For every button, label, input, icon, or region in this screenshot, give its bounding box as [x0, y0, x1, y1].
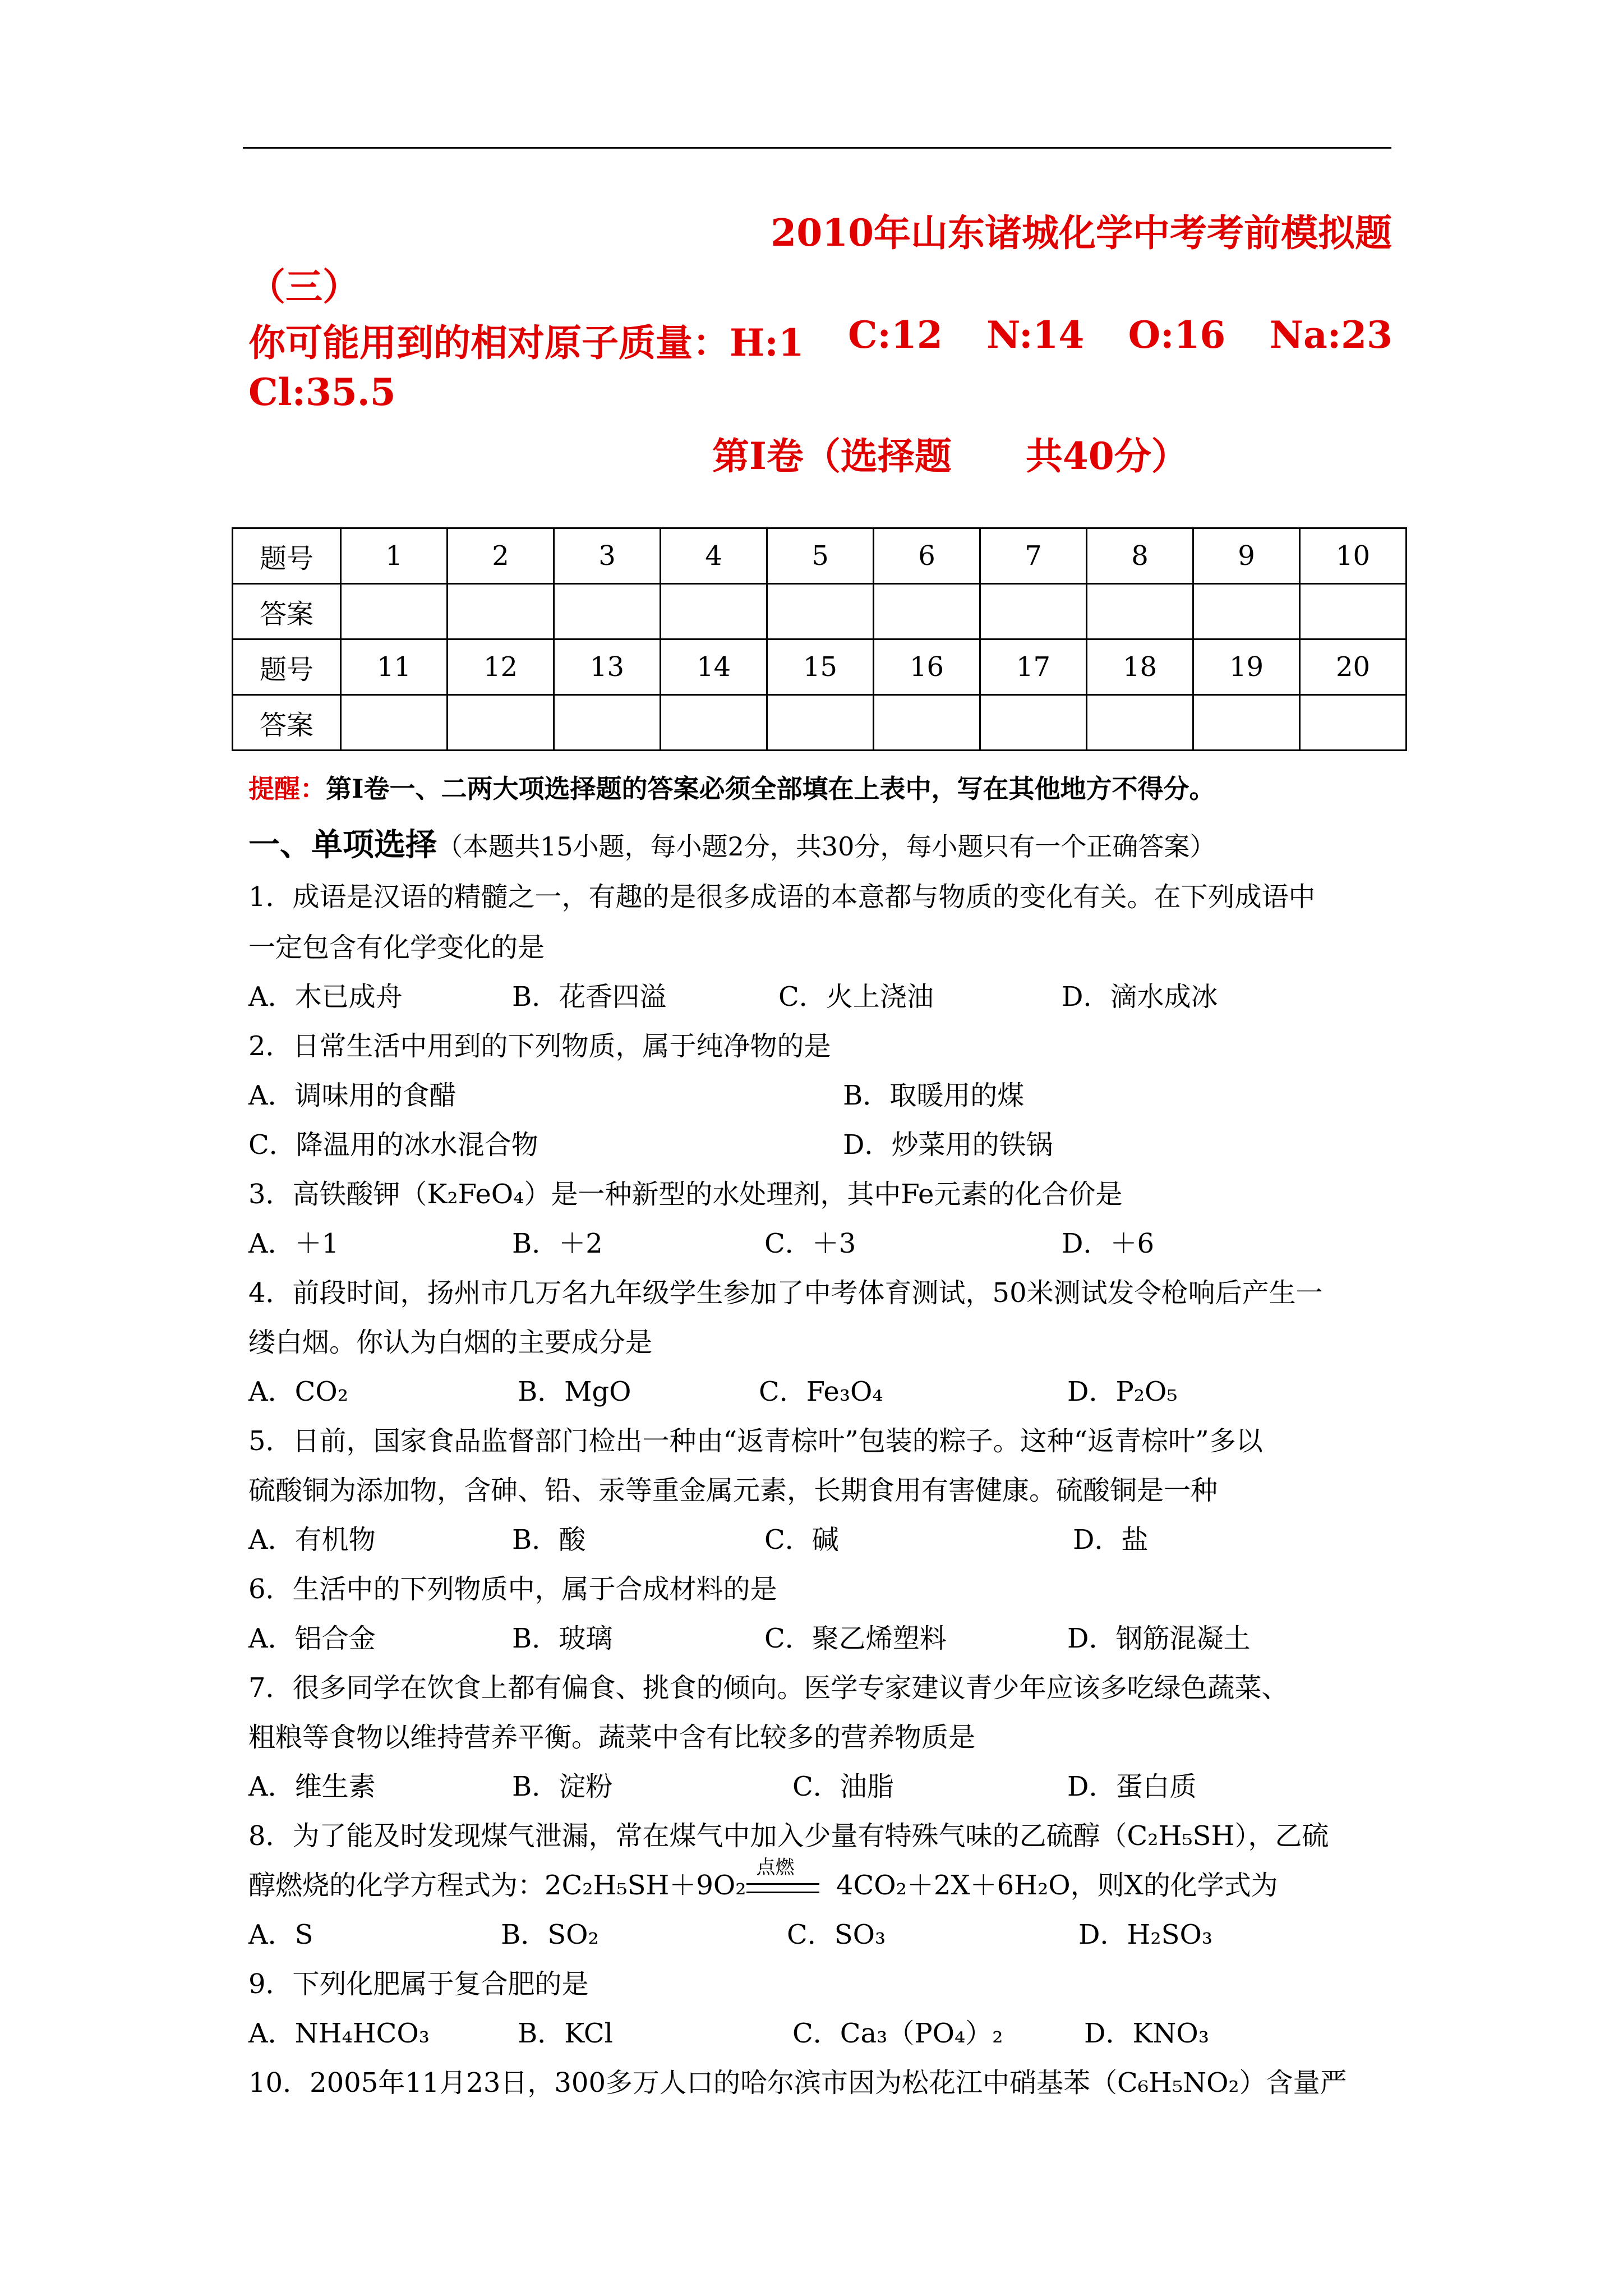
- option-a[interactable]: A．调味用的食醋: [248, 1080, 457, 1111]
- option-b[interactable]: B．酸: [512, 1524, 586, 1556]
- answer-cell[interactable]: [1300, 584, 1407, 639]
- option-c[interactable]: C．Fe₃O₄: [759, 1376, 883, 1407]
- option-d[interactable]: D．炒菜用的铁锅: [843, 1129, 1053, 1161]
- question-number-cell: 19: [1193, 639, 1300, 695]
- option-c[interactable]: C．碱: [764, 1524, 839, 1556]
- option-c[interactable]: C．油脂: [792, 1771, 894, 1802]
- answer-cell[interactable]: [1300, 695, 1407, 751]
- question-number-cell: 17: [980, 639, 1087, 695]
- question-4-line-2: 缕白烟。你认为白烟的主要成分是: [248, 1327, 653, 1358]
- answer-cell[interactable]: [661, 584, 767, 639]
- answer-cell[interactable]: [448, 584, 554, 639]
- option-d[interactable]: D．＋6: [1062, 1228, 1155, 1259]
- option-a[interactable]: A．铝合金: [248, 1623, 376, 1654]
- option-b[interactable]: B．SO₂: [501, 1919, 599, 1950]
- question-7-line-1: 7．很多同学在饮食上都有偏食、挑食的倾向。医学专家建议青少年应该多吃绿色蔬菜、: [248, 1672, 1289, 1704]
- part-one-heading: 一、单项选择: [248, 826, 437, 863]
- reminder-text: 第Ⅰ卷一、二两大项选择题的答案必须全部填在上表中，写在其他地方不得分。: [326, 774, 1215, 804]
- answer-cell[interactable]: [554, 695, 661, 751]
- option-b[interactable]: B．MgO: [518, 1376, 631, 1407]
- option-b[interactable]: B．玻璃: [512, 1623, 613, 1654]
- question-10-line-1: 10．2005年11月23日，300多万人口的哈尔滨市因为松花江中硝基苯（C₆H₅NO₂）含量严: [248, 2067, 1347, 2099]
- answer-cell[interactable]: [874, 584, 980, 639]
- question-8-equation-line: [248, 1856, 1278, 1902]
- double-line-equals: [746, 1883, 819, 1893]
- atomic-mass-c: C:12: [848, 313, 943, 357]
- question-4-line-1: 4．前段时间，扬州市几万名九年级学生参加了中考体育测试，50米测试发令枪响后产生一: [248, 1277, 1323, 1309]
- question-number-cell: 18: [1087, 639, 1193, 695]
- exam-title-sub: （三）: [248, 265, 359, 309]
- answer-cell[interactable]: [1087, 584, 1193, 639]
- equation-reactants: 醇燃烧的化学方程式为：2C₂H₅SH＋9O₂: [248, 1870, 746, 1901]
- atomic-mass-label: 你可能用到的相对原子质量：H:1: [248, 321, 804, 365]
- answer-table-row: [233, 528, 1407, 584]
- answer-cell[interactable]: [767, 584, 874, 639]
- option-c[interactable]: C．Ca₃（PO₄）₂: [792, 2018, 1003, 2049]
- question-number-cell: 14: [661, 639, 767, 695]
- option-c[interactable]: C．聚乙烯塑料: [764, 1623, 947, 1654]
- reaction-condition: 点燃: [756, 1856, 795, 1879]
- question-number-cell: 9: [1193, 528, 1300, 584]
- question-5-line-1: 5．日前，国家食品监督部门检出一种由“返青棕叶”包装的粽子。这种“返青棕叶”多以: [248, 1425, 1263, 1457]
- question-3-line-1: 3．高铁酸钾（K₂FeO₄）是一种新型的水处理剂，其中Fe元素的化合价是: [248, 1179, 1123, 1210]
- option-b[interactable]: B．＋2: [512, 1228, 603, 1259]
- answer-cell[interactable]: [661, 695, 767, 751]
- answer-cell[interactable]: [874, 695, 980, 751]
- option-d[interactable]: D．P₂O₅: [1067, 1376, 1178, 1407]
- option-a[interactable]: A．NH₄HCO₃: [248, 2018, 430, 2049]
- question-1-line-2: 一定包含有化学变化的是: [248, 932, 545, 963]
- question-number-cell: 5: [767, 528, 874, 584]
- row-label-number: 题号: [233, 639, 341, 695]
- question-8-line-1: 8．为了能及时发现煤气泄漏，常在煤气中加入少量有特殊气味的乙硫醇（C₂H₅SH），乙硫: [248, 1820, 1329, 1852]
- part-one-heading-line: [248, 820, 1215, 865]
- question-number-cell: 6: [874, 528, 980, 584]
- option-d[interactable]: D．滴水成冰: [1062, 981, 1218, 1013]
- option-b[interactable]: B．KCl: [518, 2018, 613, 2049]
- option-c[interactable]: C．火上浇油: [778, 981, 934, 1013]
- question-number-cell: 10: [1300, 528, 1407, 584]
- question-number-cell: 15: [767, 639, 874, 695]
- row-label-answer: 答案: [233, 695, 341, 751]
- option-a[interactable]: A．有机物: [248, 1524, 376, 1556]
- question-number-cell: 7: [980, 528, 1087, 584]
- answer-cell[interactable]: [980, 584, 1087, 639]
- question-number-cell: 13: [554, 639, 661, 695]
- answer-table-row: [233, 584, 1407, 639]
- option-b[interactable]: B．取暖用的煤: [843, 1080, 1025, 1111]
- question-number-cell: 1: [341, 528, 448, 584]
- answer-cell[interactable]: [767, 695, 874, 751]
- part-one-description: （本题共15小题，每小题2分，共30分，每小题只有一个正确答案）: [437, 831, 1216, 862]
- atomic-mass-line: [248, 313, 1393, 366]
- atomic-mass-o: O:16: [1128, 313, 1226, 357]
- option-d[interactable]: D．蛋白质: [1067, 1771, 1197, 1802]
- question-number-cell: 16: [874, 639, 980, 695]
- option-a[interactable]: A．维生素: [248, 1771, 376, 1802]
- answer-cell[interactable]: [448, 695, 554, 751]
- equation-products: 4CO₂＋2X＋6H₂O，则X的化学式为: [836, 1870, 1278, 1901]
- option-d[interactable]: D．盐: [1073, 1524, 1149, 1556]
- header-rule: [243, 147, 1391, 149]
- question-7-line-2: 粗粮等食物以维持营养平衡。蔬菜中含有比较多的营养物质是: [248, 1722, 976, 1753]
- answer-cell[interactable]: [980, 695, 1087, 751]
- atomic-mass-cl: Cl:35.5: [248, 370, 396, 414]
- option-d[interactable]: D．KNO₃: [1084, 2018, 1209, 2049]
- question-5-line-2: 硫酸铜为添加物，含砷、铅、汞等重金属元素，长期食用有害健康。硫酸铜是一种: [248, 1475, 1218, 1506]
- option-d[interactable]: D．H₂SO₃: [1078, 1919, 1213, 1950]
- question-9-line-1: 9．下列化肥属于复合肥的是: [248, 1968, 589, 2000]
- question-number-cell: 12: [448, 639, 554, 695]
- option-a[interactable]: A．＋1: [248, 1228, 339, 1259]
- option-b[interactable]: B．淀粉: [512, 1771, 613, 1802]
- section-title: 第Ⅰ卷（选择题 共40分）: [712, 434, 1188, 478]
- question-2-line-1: 2．日常生活中用到的下列物质，属于纯净物的是: [248, 1030, 831, 1062]
- option-a[interactable]: A．S: [248, 1919, 313, 1950]
- question-number-cell: 2: [448, 528, 554, 584]
- answer-table-row: [233, 695, 1407, 751]
- option-c[interactable]: C．SO₃: [787, 1919, 886, 1950]
- option-b[interactable]: B．花香四溢: [512, 981, 667, 1013]
- answer-cell[interactable]: [1087, 695, 1193, 751]
- answer-table-row: [233, 639, 1407, 695]
- question-6-line-1: 6．生活中的下列物质中，属于合成材料的是: [248, 1573, 777, 1605]
- option-a[interactable]: A．CO₂: [248, 1376, 348, 1407]
- atomic-mass-n: N:14: [986, 313, 1085, 357]
- atomic-mass-na: Na:23: [1269, 313, 1393, 357]
- row-label-number: 题号: [233, 528, 341, 584]
- reminder-note: [248, 769, 1215, 806]
- exam-title: 2010年山东诸城化学中考考前模拟题: [771, 211, 1392, 255]
- question-number-cell: 8: [1087, 528, 1193, 584]
- answer-cell[interactable]: [1193, 695, 1300, 751]
- answer-table: [232, 527, 1407, 751]
- answer-cell[interactable]: [1193, 584, 1300, 639]
- answer-cell[interactable]: [554, 584, 661, 639]
- option-c[interactable]: C．＋3: [764, 1228, 856, 1259]
- row-label-answer: 答案: [233, 584, 341, 639]
- answer-cell[interactable]: [341, 584, 448, 639]
- reminder-label: 提醒：: [248, 774, 326, 804]
- question-number-cell: 11: [341, 639, 448, 695]
- question-number-cell: 4: [661, 528, 767, 584]
- option-c[interactable]: C．降温用的冰水混合物: [248, 1129, 538, 1161]
- reaction-condition-sign: [746, 1856, 819, 1901]
- option-d[interactable]: D．钢筋混凝土: [1067, 1623, 1251, 1654]
- option-a[interactable]: A．木已成舟: [248, 981, 403, 1013]
- question-number-cell: 3: [554, 528, 661, 584]
- question-1-line-1: 1．成语是汉语的精髓之一，有趣的是很多成语的本意都与物质的变化有关。在下列成语中: [248, 881, 1316, 913]
- answer-cell[interactable]: [341, 695, 448, 751]
- question-number-cell: 20: [1300, 639, 1407, 695]
